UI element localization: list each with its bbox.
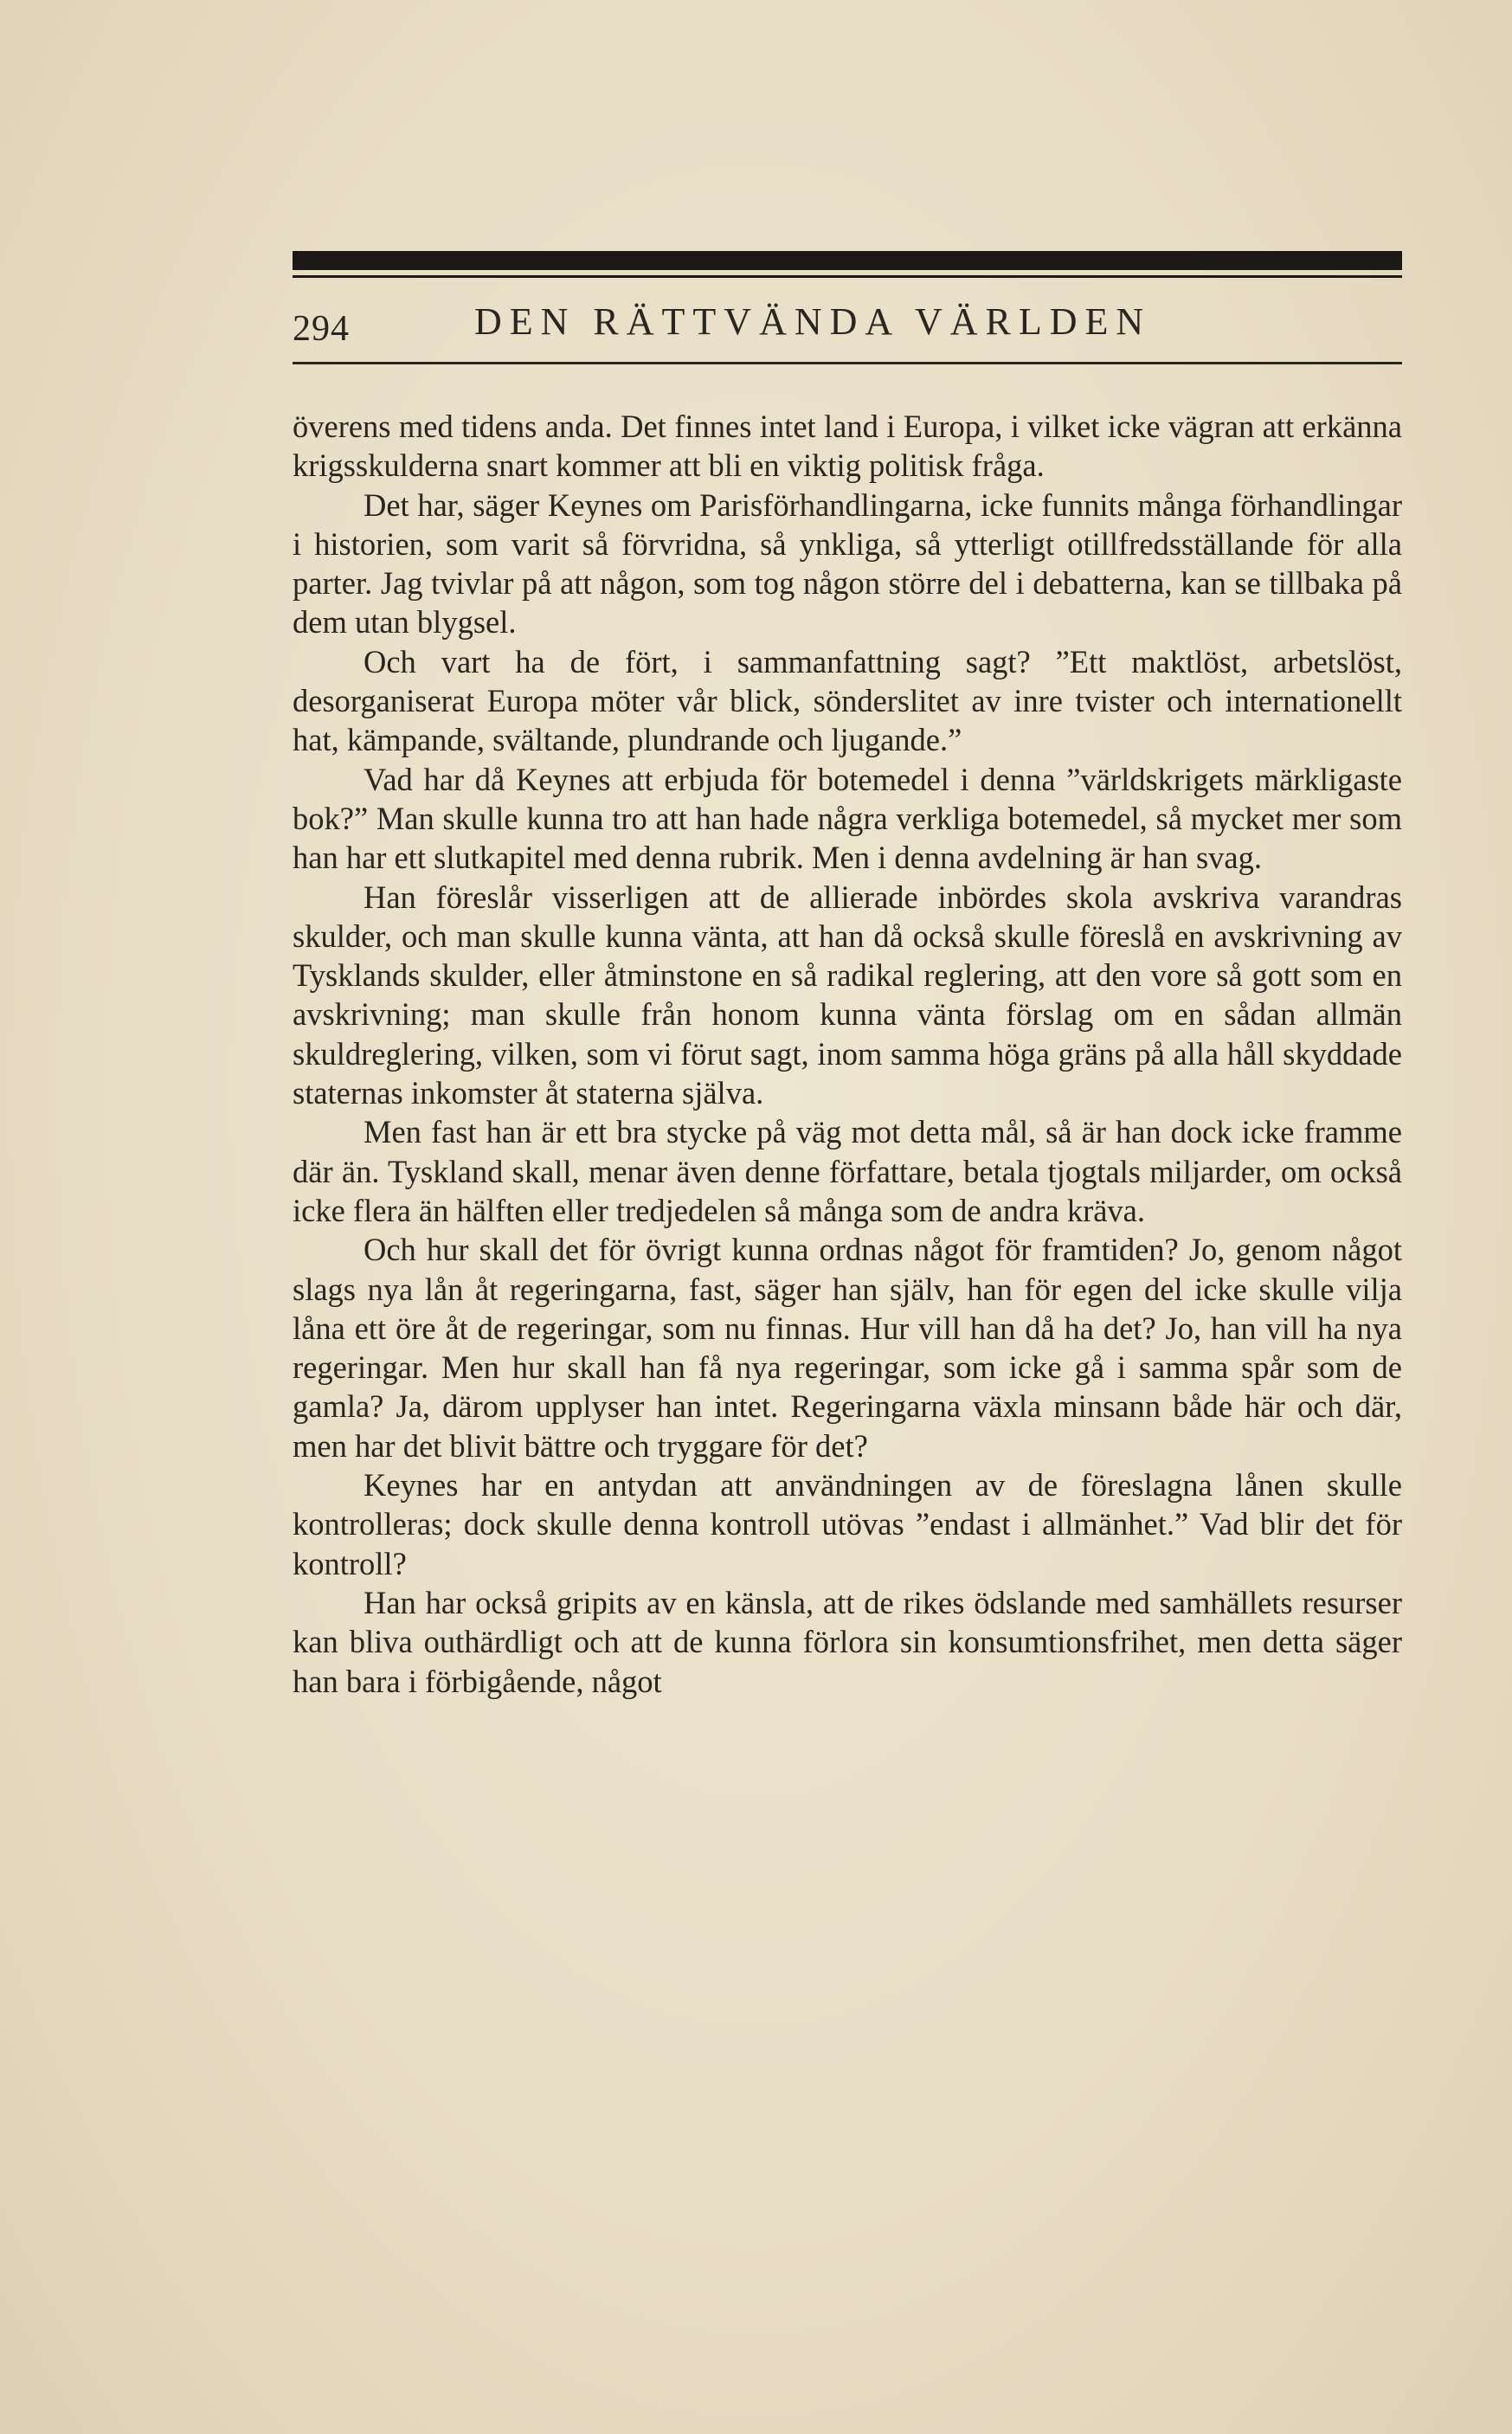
running-title: DEN RÄTTVÄNDA VÄRLDEN — [474, 300, 1152, 343]
paragraph: Vad har då Keynes att erbjuda för botemedel i denna ”världskrigets märkligaste bok?” Man skulle kunna tro att han hade några verkliga botemedel, så mycket mer som han har ett slutkapitel med denna rubrik. Men i denna avdelning är han svag. — [293, 761, 1402, 876]
paragraph: Och hur skall det för övrigt kunna ordnas något för framtiden? Jo, genom något slags nya lån åt regeringarna, fast, säger han själv, han för egen del icke skulle vilja låna ett öre åt de regeringar, som nu finnas. Hur vill han då ha det? Jo, han vill ha nya regeringar. Men hur skall han få nya regeringar, som icke gå i samma spår som de gamla? Ja, därom upplyser han intet. Regeringarna växla minsann både här och där, men har det blivit bättre och tryggare för det? — [293, 1232, 1402, 1464]
paragraph: Han föreslår visserligen att de allierade inbördes skola avskriva varandras skulder, och man skulle kunna vänta, att han då också skulle föreslå en avskrivning av Tysklands skulder, eller åtminstone en så radikal reglering, att den vore så gott som en avskrivning; man skulle från honom kunna vänta förslag om en sådan allmän skuldreglering, vilken, som vi förut sagt, inom samma höga gräns på alla håll skyddade staternas inkomster åt staterna själva. — [293, 879, 1402, 1111]
paragraph: Det har, säger Keynes om Parisförhandlingarna, icke funnits många förhandlingar i historien, som varit så förvridna, så ynkliga, så ytterligt otillfredsställande för alla parter. Jag tvivlar på att någon, som tog någon större del i debatterna, kan se tillbaka på dem utan blygsel. — [293, 486, 1402, 641]
page-number: 294 — [293, 309, 350, 349]
paragraph: Keynes har en antydan att användningen av de föreslagna lånen skulle kontrolleras; dock skulle denna kontroll utövas ”endast i allmänhet.” Vad blir det för kontroll? — [293, 1467, 1402, 1581]
page-header — [293, 294, 1402, 355]
paragraph: Och vart ha de fört, i sammanfattning sagt? ”Ett maktlöst, arbetslöst, desorganiserat Europa möter vår blick, sönderslitet av inre tvister och internationellt hat, kämpande, svältande, plundrande och ljugande.” — [293, 643, 1402, 758]
paragraph: Han har också gripits av en känsla, att de rikes ödslande med samhällets resurser kan bliva outhärdligt och att de kunna förlora sin konsumtionsfrihet, men detta säger han bara i förbigående, något — [293, 1584, 1402, 1699]
paragraph: Men fast han är ett bra stycke på väg mot detta mål, så är han dock icke framme där än. Tyskland skall, menar även denne författare, betala tjogtals miljarder, om också icke flera än hälften eller tredjedelen så många som de andra kräva. — [293, 1114, 1402, 1228]
header-underline — [293, 362, 1402, 364]
header-rule-thin — [293, 275, 1402, 278]
header-rule-thick — [293, 251, 1402, 270]
paragraph: överens med tidens anda. Det finnes intet land i Europa, i vilket icke vägran att erkänna krigsskulderna snart kommer att bli en viktig politisk fråga. — [293, 409, 1402, 484]
body-text — [293, 407, 1402, 1701]
